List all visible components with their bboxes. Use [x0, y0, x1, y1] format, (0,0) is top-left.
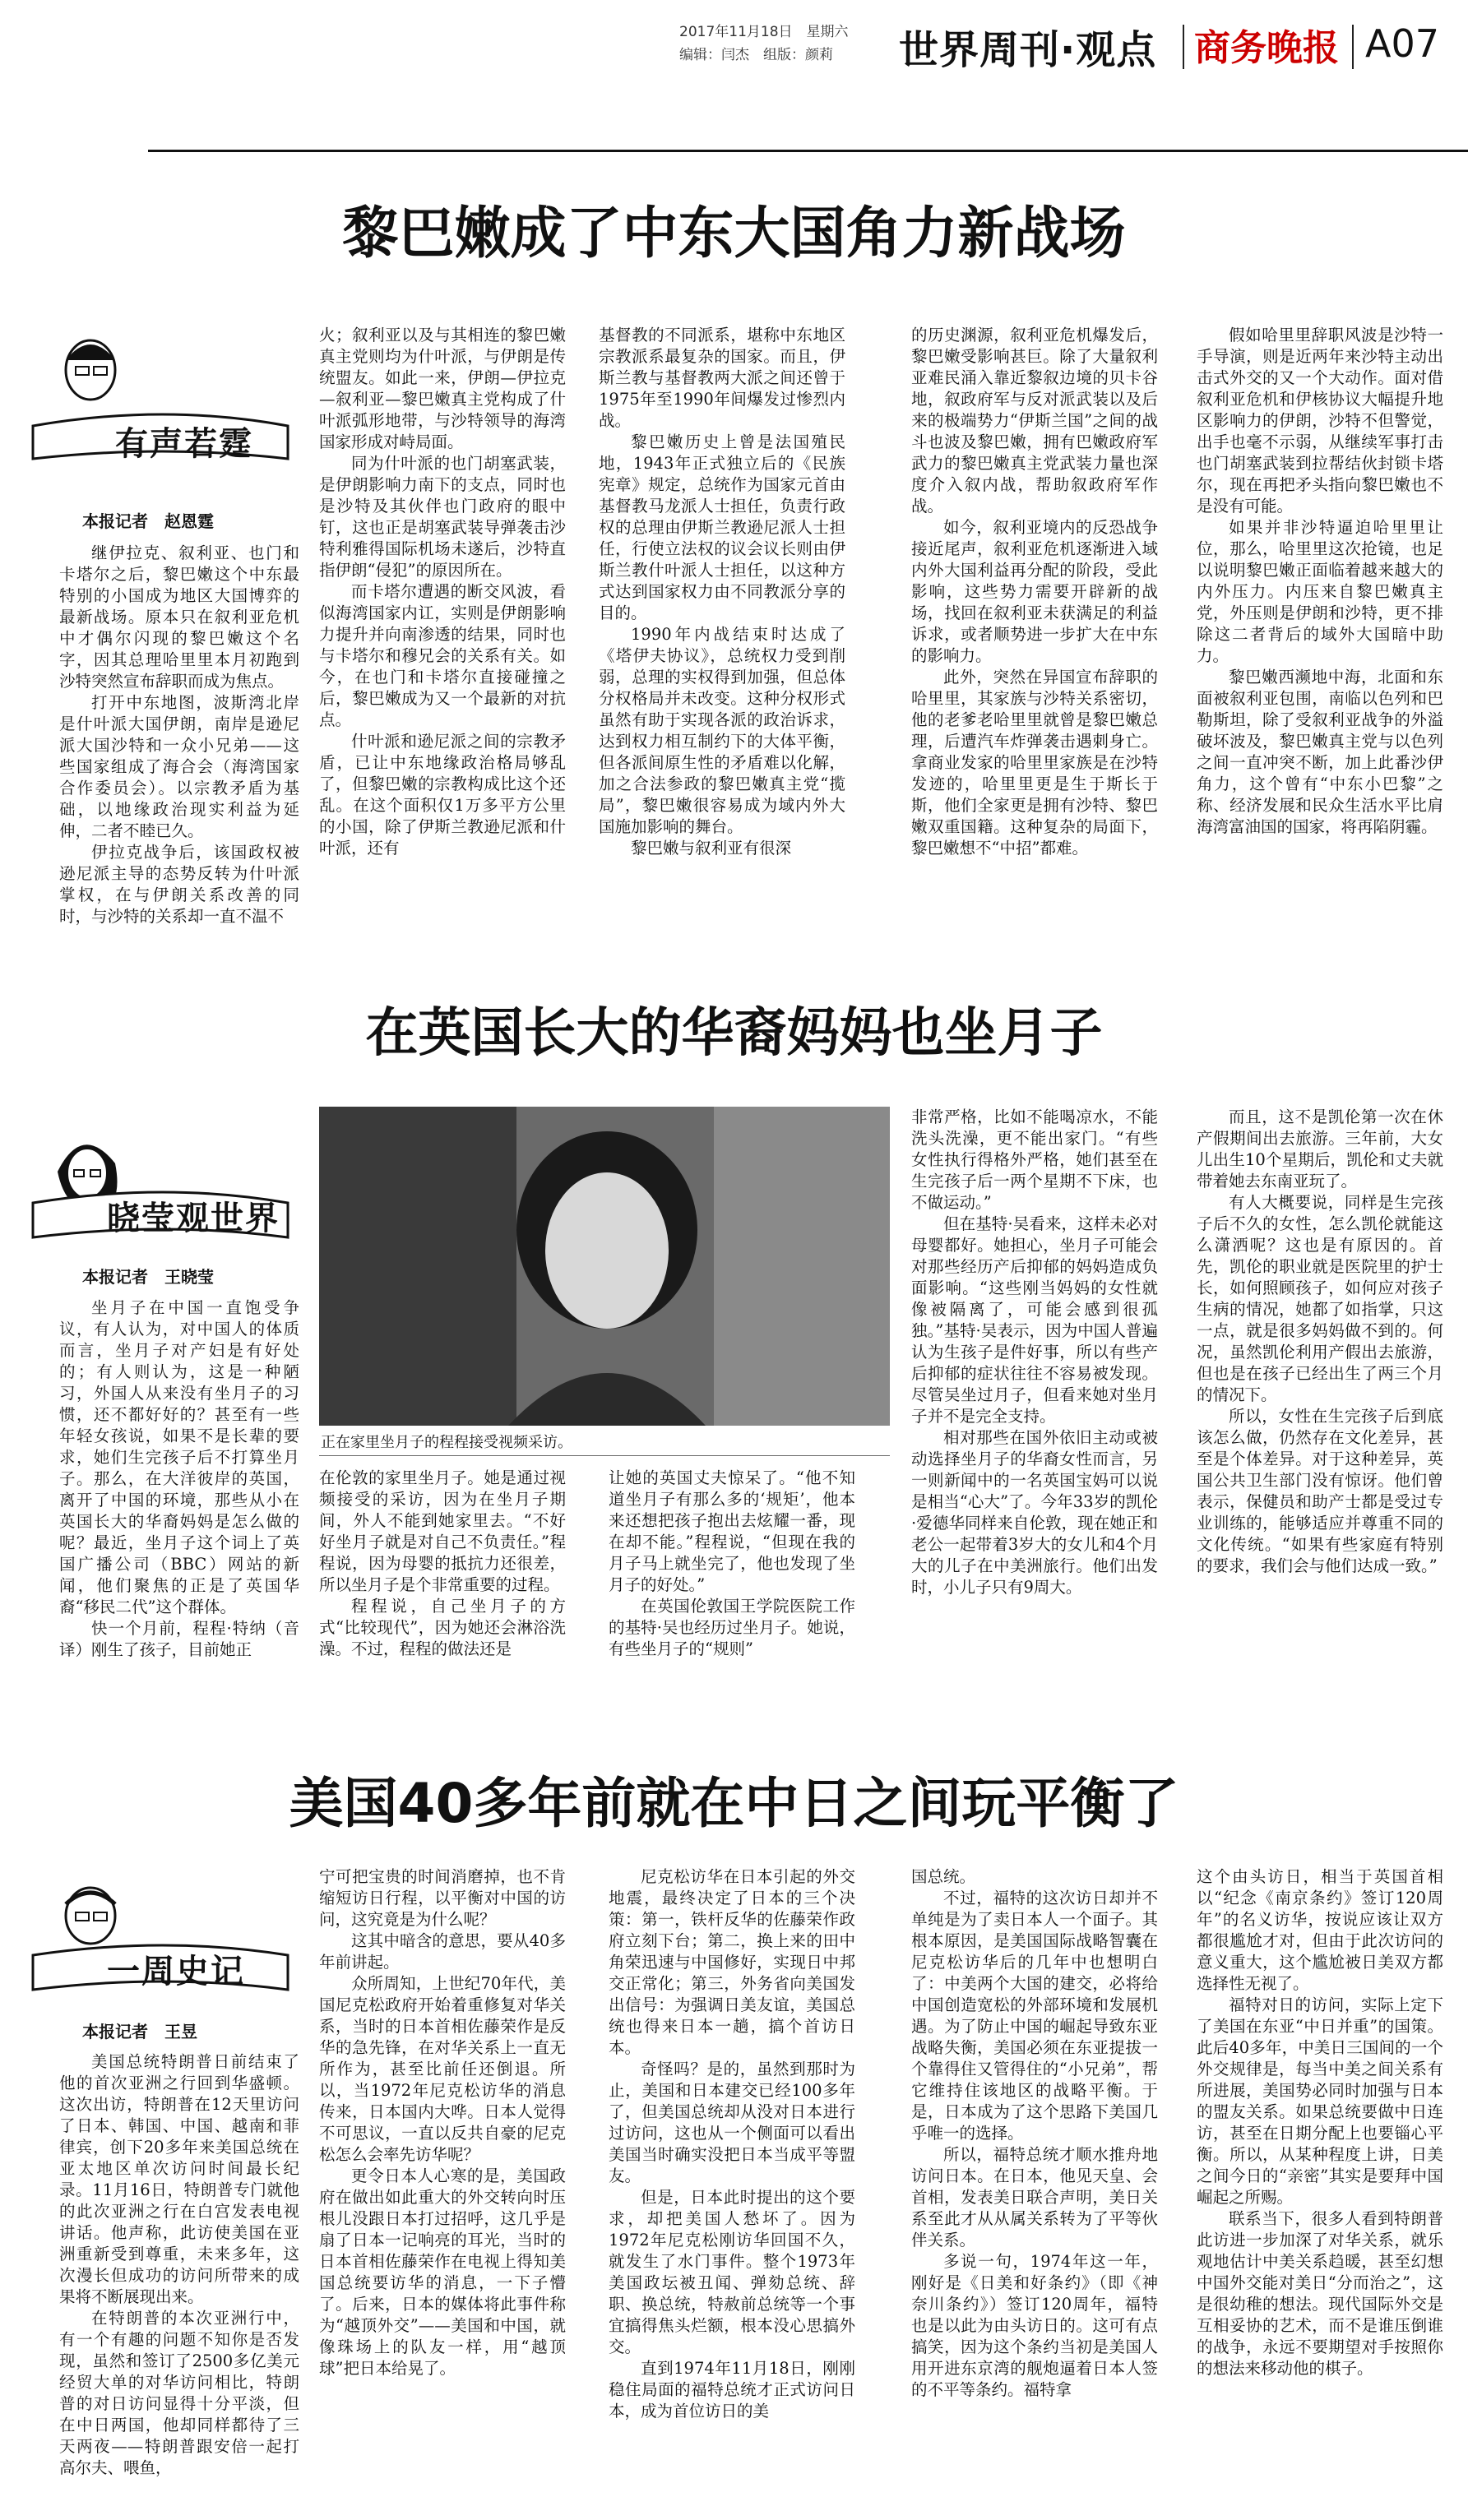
page-number: A07: [1365, 21, 1440, 66]
issue-date: 2017年11月18日 星期六: [679, 24, 849, 40]
column-name: 一周史记: [107, 1952, 245, 1991]
section-title: 世界周刊·观点: [899, 27, 1157, 73]
article2-column-4: 非常严格，比如不能喝凉水，不能洗头洗澡，更不能出家门。“有些女性执行得格外严格，她们甚至在生完孩子后一两个星期不下床，也不做运动。” 但在基特·吴看来，这样未必对母婴都好。她担心，坐月子可能会对那些经历产后抑郁的妈妈造成负面影响。“这些刚当妈妈的女性就像被隔离了，可能会感到很孤独。”基特·吴表示，因为中国人普遍认为生孩子是件好事，所以有些产后抑郁的症状往往不容易被发现。尽管吴坐过月子，但看来她对坐月子并不是完全支持。 相对那些在国外依旧主动或被动选择坐月子的华裔女性而言，另一则新闻中的一名英国宝妈可以说是相当“心大”了。今年33岁的凯伦·爱德华同样来自伦敦，现在她正和老公一起带着3岁大的女儿和4个月大的儿子在中美洲旅行。他们出发时，小儿子只有9周大。: [911, 1107, 1158, 1597]
article3-column-5: 这个由头访日，相当于英国首相以“纪念《南京条约》签订120周年”的名义访华，按说应该让双方都很尴尬才对，但由于此次访问的意义重大，这个尴尬被日美双方都选择性无视了。 福特对日的访问，实际上定下了美国在东亚“中日并重”的国策。此后40多年，中美日三国间的一个外交规律是，每当中美之间关系有所进展，美国势必同时加强与日本的盟友关系。如果总统要做中日连访，甚至在日期分配上也要锱心平衡。所以，从某种程度上讲，日美之间今日的“亲密”其实是要拜中国崛起之所赐。 联系当下，很多人看到特朗普此访进一步加深了对华关系，就乐观地估计中美关系趋暖，甚至幻想中国外交能对美日“分而治之”，这是很幼稚的想法。现代国际外交是互相妥协的艺术，而不是谁压倒谁的战争，永远不要期望对手按照你的想法来移动他的棋子。: [1197, 1867, 1443, 2378]
article2-column-badge: [16, 1106, 313, 1254]
article3-headline: 美国40多年前就在中日之间玩平衡了: [289, 1772, 1179, 1835]
article3-column-1: 美国总统特朗普日前结束了他的首次亚洲之行回到华盛顿。这次出访，特朗普在12天里访问了日本、韩国、中国、越南和菲律宾，创下20多年来美国总统在亚太地区单次访问时间最长纪录。11月16日，特朗普专门就他的此次亚洲之行在白宫发表电视讲话。他声称，此访使美国在亚洲重新受到尊重，未来多年，这次漫长但成功的访问所带来的成果将不断展现出来。 在特朗普的本次亚洲行中，有一个有趣的问题不知你是否发现，虽然和签订了2500多亿美元经贸大单的对华访问相比，特朗普的对日访问显得十分平淡，但在中日两国，他却同样都待了三天两夜——特朗普跟安倍一起打高尔夫、喂鱼，: [59, 2052, 299, 2477]
article1-column-4: 的历史渊源，叙利亚危机爆发后，黎巴嫩受影响甚巨。除了大量叙利亚难民涌入靠近黎叙边境的贝卡谷地，叙政府军与反对派武装以及后来的极端势力“伊斯兰国”之间的战斗也波及黎巴嫩，拥有巴嫩政府军武力的黎巴嫩真主党武装力量也深度介入叙内战，帮助叙政府军作战。 如今，叙利亚境内的反恐战争接近尾声，叙利亚危机逐渐进入域内外大国利益再分配的阶段，受此影响，这些势力需要开辟新的战场，找回在叙利亚未获满足的利益诉求，或者顺势进一步扩大在中东的影响力。 此外，突然在异国宣布辞职的哈里里，其家族与沙特关系密切，他的老爹老哈里里就曾是黎巴嫩总理，后遭汽车炸弹袭击遇刺身亡。拿商业发家的哈里里家族是在沙特发迹的，哈里里更是生于斯长于斯，他们全家更是拥有沙特、黎巴嫩双重国籍。这种复杂的局面下，黎巴嫩想不“中招”都难。: [911, 326, 1158, 858]
interview-photo: [319, 1107, 890, 1426]
article3-column-2: 宁可把宝贵的时间消磨掉，也不肯缩短访日行程，以平衡对中国的访问，这究竟是为什么呢？ 这其中暗含的意思，要从40多年前讲起。 众所周知，上世纪70年代，美国尼克松政府开始着重修复对华关系，当时的日本首相佐藤荣作是反华的急先锋，在对华关系上一直无所作为，甚至比前任还倒退。所以，当1972年尼克松访华的消息传来，日本国内大哗。日本人觉得不可思议，一直以反共自豪的尼克松怎么会率先访华呢？ 更令日本人心寒的是，美国政府在做出如此重大的外交转向时压根儿没跟日本打过招呼，这几乎是扇了日本一记响亮的耳光，当时的日本首相佐藤荣作在电视上得知美国总统要访华的消息，一下子懵了。后来，日本的媒体将此事件称为“越顶外交”——美国和中国，就像珠场上的队友一样，用“越顶球”把日本给晃了。: [319, 1867, 566, 2378]
article2-headline: 在英国长大的华裔妈妈也坐月子: [365, 1003, 1103, 1064]
article3-column-badge: [16, 1866, 313, 2014]
article1-column-1: 继伊拉克、叙利亚、也门和卡塔尔之后，黎巴嫩这个中东最特别的小国成为地区大国博弈的最新战场。原本只在叙利亚危机中才偶尔闪现的黎巴嫩这个名字，因其总理哈里里本月初跑到沙特突然宣布辞职而成为焦点。 打开中东地图，波斯湾北岸是什叶派大国伊朗，南岸是逊尼派大国沙特和一众小兄弟——这些国家组成了海合会（海湾国家合作委员会）。以宗教矛盾为基础，以地缘政治现实利益为延伸，二者不睦已久。 伊拉克战争后，该国政权被逊尼派主导的态势反转为什叶派掌权，在与伊朗关系改善的同时，与沙特的关系却一直不温不: [59, 543, 299, 926]
article2-byline: 本报记者 王晓莹: [82, 1267, 214, 1287]
article1-column-badge: [16, 321, 313, 485]
article3-byline: 本报记者 王昱: [82, 2022, 197, 2041]
header-divider: [1183, 25, 1184, 69]
article2-column-1: 坐月子在中国一直饱受争议，有人认为，对中国人的体质而言，坐月子对产妇是有好处的；有人则认为，这是一种陋习，外国人从来没有坐月子的习惯，还不都好好的？甚至有一些年轻女孩说，如果不是长辈的要求，她们生完孩子后不打算坐月子。那么，在大洋彼岸的英国，离开了中国的环境，那些从小在英国长大的华裔妈妈是怎么做的呢？最近，坐月子这个词上了英国广播公司（BBC）网站的新闻，他们聚焦的正是了英国华裔“移民二代”这个群体。 快一个月前，程程·特纳（音译）刚生了孩子，目前她正: [59, 1298, 299, 1659]
article1-byline: 本报记者 赵恩霆: [82, 511, 214, 531]
column-name: 晓莹观世界: [107, 1199, 280, 1237]
article1-column-3: 基督教的不同派系，堪称中东地区宗教派系最复杂的国家。而且，伊斯兰教与基督教两大派之间还曾于1975年至1990年间爆发过惨烈内战。 黎巴嫩历史上曾是法国殖民地，1943年正式独立后的《民族宪章》规定，总统作为国家元首由基督教马龙派人士担任，负责行政权的总理由伊斯兰教逊尼派人士担任，行使立法权的议会议长则由伊斯兰教什叶派人士担任，以这种方式达到国家权力由不同教派分享的目的。 1990年内战结束时达成了《塔伊夫协议》，总统权力受到削弱，总理的实权得到加强，但总体分权格局并未改变。这种分权形式虽然有助于实现各派的政治诉求，达到权力相互制约下的大体平衡，但各派间原生性的矛盾难以化解，加之合法参政的黎巴嫩真主党“揽局”，黎巴嫩很容易成为域内外大国施加影响的舞台。 黎巴嫩与叙利亚有很深: [599, 326, 845, 858]
header-divider: [1352, 25, 1354, 69]
caption-rule: [319, 1455, 890, 1456]
article1-headline: 黎巴嫩成了中东大国角力新战场: [342, 201, 1126, 266]
article1-column-2: 火；叙利亚以及与其相连的黎巴嫩真主党则均为什叶派，与伊朗是传统盟友。如此一来，伊朗—伊拉克—叙利亚—黎巴嫩真主党构成了什叶派弧形地带，与沙特领导的海湾国家形成对峙局面。 同为什叶派的也门胡塞武装，是伊朗影响力南下的支点，同时也是沙特及其伙伴也门政府的眼中钉，这也正是胡塞武装导弹袭击沙特利雅得国际机场未遂后，沙特直指伊朗“侵犯”的原因所在。 而卡塔尔遭遇的断交风波，看似海湾国家内讧，实则是伊朗影响力提升并向南渗透的结果，同时也与卡塔尔和穆兄会的关系有关。如今，在也门和卡塔尔直接碰撞之后，黎巴嫩成为又一个最新的对抗点。 什叶派和逊尼派之间的宗教矛盾，已让中东地缘政治格局够乱了，但黎巴嫩的宗教构成比这个还乱。在这个面积仅1万多平方公里的小国，除了伊斯兰教逊尼派和什叶派，还有: [319, 326, 566, 858]
columnist-portrait-icon: [16, 1866, 313, 2014]
article2-column-5: 而且，这不是凯伦第一次在休产假期间出去旅游。三年前，大女儿出生10个星期后，凯伦和丈夫就带着她去东南亚玩了。 有人大概要说，同样是生完孩子后不久的女性，怎么凯伦就能这么潇洒呢？这也是有原因的。首先，凯伦的职业就是医院里的护士长，如何照顾孩子，如何应对孩子生病的情况，她都了如指掌，只这一点，就是很多妈妈做不到的。何况，虽然凯伦利用产假出去旅游，但也是在孩子已经出生了两三个月的情况下。 所以，女性在生完孩子后到底该怎么做，仍然存在文化差异，甚至是个体差异。对于这种差异，英国公共卫生部门没有惊讶。他们曾表示，保健员和助产士都是受过专业训练的，能够适应并尊重不同的文化传统。“如果有些家庭有特别的要求，我们会与他们达成一致。”: [1197, 1107, 1443, 1575]
article1-column-5: 假如哈里里辞职风波是沙特一手导演，则是近两年来沙特主动出击式外交的又一个大动作。面对借叙利亚危机和伊核协议大幅提升地区影响力的伊朗，沙特不但警觉，出手也毫不示弱，从继续军事打击也门胡塞武装到拉帮结伙封锁卡塔尔，现在再把矛头指向黎巴嫩也不是没有可能。 如果并非沙特逼迫哈里里让位，那么，哈里里这次抢镜，也足以说明黎巴嫩正面临着越来越大的内外压力。内压来自黎巴嫩真主党，外压则是伊朗和沙特，更不排除这二者背后的域外大国暗中助力。 黎巴嫩西濒地中海，北面和东面被叙利亚包围，南临以色列和巴勒斯坦，除了受叙利亚战争的外溢破坏波及，黎巴嫩真主党与以色列之间一直冲突不断，加上此番沙伊角力，这个曾有“中东小巴黎”之称、经济发展和民众生活水平比肩海湾富油国的国家，将再陷阴霾。: [1197, 326, 1443, 836]
photo-caption: 正在家里坐月子的程程接受视频采访。: [321, 1434, 572, 1451]
column-name: 有声若霆: [115, 424, 253, 463]
newspaper-logo: 商务晚报: [1194, 27, 1339, 69]
video-call-photo-icon: [319, 1107, 890, 1426]
article2-column-3: 让她的英国丈夫惊呆了。“他不知道坐月子有那么多的‘规矩’，他本来还想把孩子抱出去炫耀一番，现在却不能。”程程说，“但现在我的月子马上就坐完了，他也发现了坐月子的好处。” 在英国伦敦国王学院医院工作的基特·吴也经历过坐月子。她说，有些坐月子的“规则”: [609, 1468, 855, 1658]
editor-credits: 编辑：闫杰 组版：颜莉: [679, 47, 833, 63]
article2-column-2: 在伦敦的家里坐月子。她是通过视频接受的采访，因为在坐月子期间，外人不能到她家里去。“不好好坐月子就是对自己不负责任。”程程说，因为母婴的抵抗力还很差，所以坐月子是个非常重要的过程。 程程说，自己坐月子的方式“比较现代”，因为她还会淋浴洗澡。不过，程程的做法还是: [319, 1468, 566, 1658]
article3-column-3: 尼克松访华在日本引起的外交地震，最终决定了日本的三个决策：第一，铁杆反华的佐藤荣作政府立刻下台；第二，换上来的田中角荣迅速与中国修好，实现日中邦交正常化；第三，外务省向美国发出信号：为强调日美友谊，美国总统也得来日本一趟，搞个首访日本。 奇怪吗？是的，虽然到那时为止，美国和日本建交已经100多年了，但美国总统却从没对日本进行过访问，这也从一个侧面可以看出美国当时确实没把日本当成平等盟友。 但是，日本此时提出的这个要求，却把美国人愁坏了。因为1972年尼克松刚访华回国不久，就发生了水门事件。整个1973年美国政坛被丑闻、弹劾总统、辞职、换总统，特赦前总统等一个事宜搞得焦头烂额，根本没心思搞外交。 直到1974年11月18日，刚刚稳住局面的福特总统才正式访问日本，成为首位访日的美: [609, 1867, 855, 2421]
header-rule: [148, 150, 1468, 152]
article3-column-4: 国总统。 不过，福特的这次访日却并不单纯是为了卖日本人一个面子。其根本原因，是美国国际战略智囊在尼克松访华后的几年中也想明白了：中美两个大国的建交，必将给中国创造宽松的外部环境和发展机遇。为了防止中国的崛起导致东亚战略失衡，美国必须在东亚提拔一个靠得住又管得住的“小兄弟”，帮它维持住该地区的战略平衡。于是，日本成为了这个思路下美国几乎唯一的选择。 所以，福特总统才顺水推舟地访问日本。在日本，他见天皇、会首相，发表美日联合声明，美日关系至此才从从属关系转为了平等伙伴关系。 多说一句，1974年这一年，刚好是《日美和好条约》（即《神奈川条约》）签订120周年，福特也是以此为由头访日的。这可有点搞笑，因为这个条约当初是美国人用开进东京湾的舰炮逼着日本人签的不平等条约。福特拿: [911, 1867, 1158, 2399]
